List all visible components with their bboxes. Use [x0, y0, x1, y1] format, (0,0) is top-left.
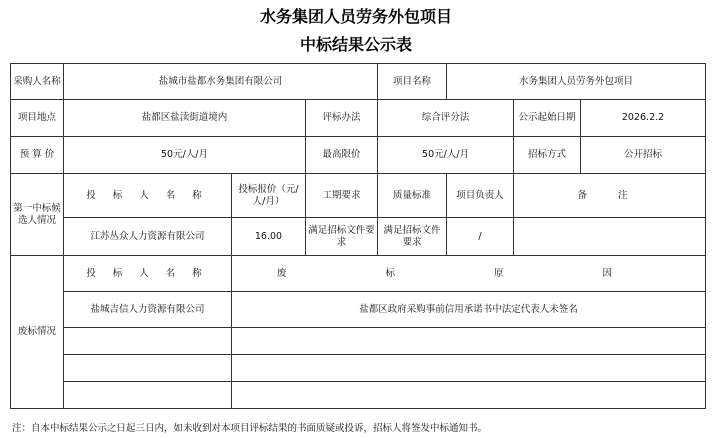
project-value: 水务集团人员劳务外包项目: [447, 64, 706, 100]
invite-method-value: 公开招标: [581, 137, 706, 174]
candidate-section-label: 第一中标候选人情况: [11, 174, 64, 256]
method-label: 评标办法: [306, 100, 378, 137]
date-value: 2026.2.2: [581, 100, 706, 137]
candidate-price: 16.00: [232, 218, 306, 256]
document-subtitle: 中标结果公示表: [299, 35, 412, 54]
location-label: 项目地点: [11, 100, 64, 137]
result-table: [10, 63, 706, 409]
invalid-bidder-empty: [64, 382, 232, 409]
candidate-period: 满足招标文件要求: [306, 218, 378, 256]
invalid-bidder-header: 投 标 人 名 称: [64, 256, 232, 292]
invalid-bidder-empty: [64, 328, 232, 355]
budget-label: 预 算 价: [11, 137, 64, 174]
date-label: 公示起始日期: [514, 100, 581, 137]
footnote: 注：自本中标结果公示之日起三日内，如未收到对本项目评标结果的书面质疑或投诉，招标人将签发中标通知书。: [12, 423, 488, 434]
max-price-value: 50元/人/月: [378, 137, 514, 174]
buyer-value: 盐城市盐都水务集团有限公司: [64, 64, 378, 100]
candidate-price-header: 投标报价（元/人/月）: [232, 174, 306, 218]
candidate-quality: 满足招标文件要求: [378, 218, 447, 256]
buyer-label: 采购人名称: [11, 64, 64, 100]
invalid-reason-empty: [232, 382, 706, 409]
candidate-period-header: 工期要求: [306, 174, 378, 218]
max-price-label: 最高限价: [306, 137, 378, 174]
invalid-bidder-empty: [64, 355, 232, 382]
candidate-remarks-header: 备 注: [514, 174, 706, 218]
invalid-section-label: 废标情况: [11, 256, 64, 409]
candidate-manager-header: 项目负责人: [447, 174, 514, 218]
budget-value: 50元/人/月: [64, 137, 306, 174]
method-value: 综合评分法: [378, 100, 514, 137]
invalid-reason-empty: [232, 328, 706, 355]
project-label: 项目名称: [378, 64, 447, 100]
candidate-quality-header: 质量标准: [378, 174, 447, 218]
candidate-bidder: 江苏丛众人力资源有限公司: [64, 218, 232, 256]
invalid-reason: 盐都区政府采购事前信用承诺书中法定代表人未签名: [232, 292, 706, 328]
location-value: 盐都区盐渎街道境内: [64, 100, 306, 137]
document-title: 水务集团人员劳务外包项目: [259, 7, 452, 26]
candidate-bidder-header: 投 标 人 名 称: [64, 174, 232, 218]
invite-method-label: 招标方式: [514, 137, 581, 174]
candidate-manager: /: [447, 218, 514, 256]
invalid-reason-empty: [232, 355, 706, 382]
invalid-bidder: 盐城吉信人力资源有限公司: [64, 292, 232, 328]
invalid-reason-header: 废 标 原 因: [232, 256, 706, 292]
candidate-remarks: [514, 218, 706, 256]
